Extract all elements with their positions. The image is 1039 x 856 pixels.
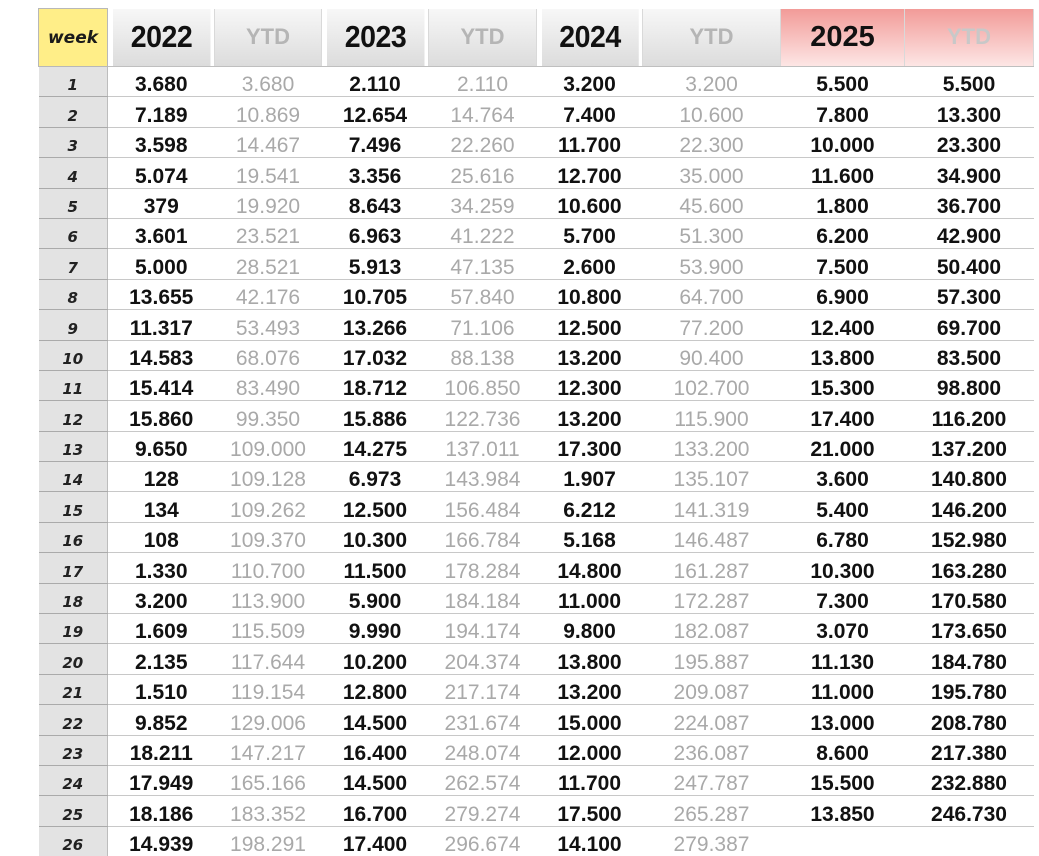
cell-ytd-2025[interactable]: 152.980 bbox=[905, 522, 1034, 552]
header-week[interactable]: week bbox=[39, 9, 108, 67]
cell-ytd-2022[interactable]: 198.291 bbox=[215, 826, 322, 856]
cell-ytd-2025[interactable]: 217.380 bbox=[905, 735, 1034, 765]
header-row bbox=[39, 9, 1034, 67]
cell-2024[interactable]: 10.600 bbox=[537, 188, 643, 218]
cell-ytd-2024[interactable]: 195.887 bbox=[643, 644, 781, 674]
cell-ytd-2022[interactable]: 14.467 bbox=[215, 127, 322, 157]
cell-week[interactable]: 2 bbox=[39, 97, 108, 127]
cell-2024[interactable]: 11.700 bbox=[537, 127, 643, 157]
cell-2022[interactable]: 9.852 bbox=[108, 705, 215, 735]
cell-ytd-2022[interactable]: 23.521 bbox=[215, 218, 322, 248]
cell-ytd-2024[interactable]: 45.600 bbox=[643, 188, 781, 218]
cell-2025[interactable]: 13.800 bbox=[781, 340, 905, 370]
cell-2022[interactable]: 17.949 bbox=[108, 765, 215, 795]
cell-2023[interactable]: 3.356 bbox=[322, 158, 429, 188]
cell-ytd-2025[interactable]: 140.800 bbox=[905, 462, 1034, 492]
cell-2025[interactable]: 8.600 bbox=[781, 735, 905, 765]
cell-ytd-2025[interactable]: 170.580 bbox=[905, 583, 1034, 613]
cell-2025[interactable]: 21.000 bbox=[781, 431, 905, 461]
cell-2024[interactable]: 12.300 bbox=[537, 370, 643, 400]
cell-2023[interactable]: 11.500 bbox=[322, 553, 429, 583]
cell-2025[interactable]: 6.200 bbox=[781, 218, 905, 248]
cell-2023[interactable]: 16.700 bbox=[322, 796, 429, 826]
cell-2024[interactable]: 3.200 bbox=[537, 67, 643, 97]
cell-2025[interactable]: 6.900 bbox=[781, 279, 905, 309]
table-row bbox=[39, 158, 1034, 188]
header-ytd-2022[interactable]: YTD bbox=[215, 9, 322, 67]
cell-ytd-2024[interactable]: 77.200 bbox=[643, 310, 781, 340]
cell-week[interactable]: 12 bbox=[39, 401, 108, 431]
cell-week[interactable]: 24 bbox=[39, 765, 108, 795]
cell-ytd-2025[interactable]: 23.300 bbox=[905, 127, 1034, 157]
cell-2023[interactable]: 12.654 bbox=[322, 97, 429, 127]
cell-2024[interactable]: 13.200 bbox=[537, 340, 643, 370]
cell-ytd-2025[interactable]: 232.880 bbox=[905, 765, 1034, 795]
cell-2023[interactable]: 8.643 bbox=[322, 188, 429, 218]
cell-2025[interactable]: 5.400 bbox=[781, 492, 905, 522]
cell-ytd-2025[interactable]: 57.300 bbox=[905, 279, 1034, 309]
header-ytd-2024[interactable]: YTD bbox=[643, 9, 781, 67]
cell-2022[interactable]: 5.074 bbox=[108, 158, 215, 188]
cell-week[interactable]: 14 bbox=[39, 462, 108, 492]
cell-2022[interactable]: 14.583 bbox=[108, 340, 215, 370]
cell-2024[interactable]: 14.800 bbox=[537, 553, 643, 583]
cell-ytd-2023[interactable]: 262.574 bbox=[429, 765, 537, 795]
cell-2024[interactable]: 13.800 bbox=[537, 644, 643, 674]
table-row bbox=[39, 370, 1034, 400]
table-row bbox=[39, 127, 1034, 157]
cell-2025[interactable] bbox=[781, 826, 905, 856]
cell-week[interactable]: 7 bbox=[39, 249, 108, 279]
cell-ytd-2022[interactable]: 99.350 bbox=[215, 401, 322, 431]
cell-ytd-2024[interactable]: 90.400 bbox=[643, 340, 781, 370]
cell-2025[interactable]: 17.400 bbox=[781, 401, 905, 431]
cell-2024[interactable]: 10.800 bbox=[537, 279, 643, 309]
cell-ytd-2023[interactable]: 217.174 bbox=[429, 674, 537, 704]
cell-2025[interactable]: 12.400 bbox=[781, 310, 905, 340]
cell-2023[interactable]: 14.500 bbox=[322, 765, 429, 795]
cell-2025[interactable]: 15.500 bbox=[781, 765, 905, 795]
cell-ytd-2024[interactable]: 146.487 bbox=[643, 522, 781, 552]
cell-ytd-2023[interactable]: 88.138 bbox=[429, 340, 537, 370]
cell-ytd-2024[interactable]: 64.700 bbox=[643, 279, 781, 309]
cell-ytd-2023[interactable]: 166.784 bbox=[429, 522, 537, 552]
table-body bbox=[39, 67, 1034, 856]
cell-2024[interactable]: 11.700 bbox=[537, 765, 643, 795]
cell-2023[interactable]: 12.800 bbox=[322, 674, 429, 704]
table-row bbox=[39, 674, 1034, 704]
cell-ytd-2025[interactable]: 246.730 bbox=[905, 796, 1034, 826]
cell-2022[interactable]: 13.655 bbox=[108, 279, 215, 309]
cell-2025[interactable]: 3.600 bbox=[781, 462, 905, 492]
table-row bbox=[39, 522, 1034, 552]
cell-2023[interactable]: 14.500 bbox=[322, 705, 429, 735]
cell-ytd-2025[interactable]: 69.700 bbox=[905, 310, 1034, 340]
cell-ytd-2023[interactable]: 184.184 bbox=[429, 583, 537, 613]
cell-ytd-2024[interactable]: 102.700 bbox=[643, 370, 781, 400]
cell-2025[interactable]: 7.800 bbox=[781, 97, 905, 127]
cell-2025[interactable]: 15.300 bbox=[781, 370, 905, 400]
cell-ytd-2025[interactable]: 83.500 bbox=[905, 340, 1034, 370]
cell-2024[interactable]: 2.600 bbox=[537, 249, 643, 279]
cell-week[interactable]: 23 bbox=[39, 735, 108, 765]
cell-ytd-2024[interactable]: 135.107 bbox=[643, 462, 781, 492]
cell-ytd-2024[interactable]: 236.087 bbox=[643, 735, 781, 765]
cell-ytd-2022[interactable]: 113.900 bbox=[215, 583, 322, 613]
table-row bbox=[39, 97, 1034, 127]
cell-2025[interactable]: 1.800 bbox=[781, 188, 905, 218]
cell-2022[interactable]: 2.135 bbox=[108, 644, 215, 674]
cell-ytd-2022[interactable]: 110.700 bbox=[215, 553, 322, 583]
cell-ytd-2022[interactable]: 109.128 bbox=[215, 462, 322, 492]
cell-2024[interactable]: 17.500 bbox=[537, 796, 643, 826]
cell-ytd-2025[interactable]: 208.780 bbox=[905, 705, 1034, 735]
cell-2022[interactable]: 3.200 bbox=[108, 583, 215, 613]
cell-2023[interactable]: 9.990 bbox=[322, 614, 429, 644]
table-row bbox=[39, 735, 1034, 765]
cell-ytd-2023[interactable]: 156.484 bbox=[429, 492, 537, 522]
cell-ytd-2023[interactable]: 248.074 bbox=[429, 735, 537, 765]
cell-ytd-2025[interactable]: 184.780 bbox=[905, 644, 1034, 674]
table-row bbox=[39, 249, 1034, 279]
cell-ytd-2023[interactable]: 34.259 bbox=[429, 188, 537, 218]
cell-2025[interactable]: 7.300 bbox=[781, 583, 905, 613]
cell-2023[interactable]: 10.300 bbox=[322, 522, 429, 552]
cell-ytd-2022[interactable]: 83.490 bbox=[215, 370, 322, 400]
table-row bbox=[39, 340, 1034, 370]
cell-2022[interactable]: 15.414 bbox=[108, 370, 215, 400]
cell-2022[interactable]: 128 bbox=[108, 462, 215, 492]
cell-ytd-2023[interactable]: 178.284 bbox=[429, 553, 537, 583]
table-row bbox=[39, 431, 1034, 461]
cell-2023[interactable]: 16.400 bbox=[322, 735, 429, 765]
cell-2025[interactable]: 5.500 bbox=[781, 67, 905, 97]
cell-ytd-2022[interactable]: 183.352 bbox=[215, 796, 322, 826]
cell-ytd-2024[interactable]: 141.319 bbox=[643, 492, 781, 522]
cell-ytd-2022[interactable]: 19.920 bbox=[215, 188, 322, 218]
cell-ytd-2022[interactable]: 42.176 bbox=[215, 279, 322, 309]
cell-week[interactable]: 19 bbox=[39, 614, 108, 644]
cell-ytd-2024[interactable]: 265.287 bbox=[643, 796, 781, 826]
cell-ytd-2024[interactable]: 51.300 bbox=[643, 218, 781, 248]
cell-ytd-2022[interactable]: 53.493 bbox=[215, 310, 322, 340]
cell-ytd-2025[interactable]: 137.200 bbox=[905, 431, 1034, 461]
table-row bbox=[39, 67, 1034, 97]
cell-ytd-2023[interactable]: 71.106 bbox=[429, 310, 537, 340]
cell-2023[interactable]: 17.032 bbox=[322, 340, 429, 370]
cell-2025[interactable]: 10.300 bbox=[781, 553, 905, 583]
cell-2022[interactable]: 11.317 bbox=[108, 310, 215, 340]
header-2024[interactable]: 2024 bbox=[541, 9, 639, 67]
cell-2022[interactable]: 1.330 bbox=[108, 553, 215, 583]
cell-week[interactable]: 18 bbox=[39, 583, 108, 613]
cell-ytd-2024[interactable]: 35.000 bbox=[643, 158, 781, 188]
cell-week[interactable]: 22 bbox=[39, 705, 108, 735]
cell-week[interactable]: 6 bbox=[39, 218, 108, 248]
cell-ytd-2022[interactable]: 19.541 bbox=[215, 158, 322, 188]
cell-ytd-2025[interactable]: 173.650 bbox=[905, 614, 1034, 644]
table-row bbox=[39, 492, 1034, 522]
cell-2024[interactable]: 14.100 bbox=[537, 826, 643, 856]
cell-ytd-2022[interactable]: 129.006 bbox=[215, 705, 322, 735]
cell-ytd-2022[interactable]: 165.166 bbox=[215, 765, 322, 795]
cell-ytd-2024[interactable]: 209.087 bbox=[643, 674, 781, 704]
cell-week[interactable]: 4 bbox=[39, 158, 108, 188]
cell-ytd-2022[interactable]: 28.521 bbox=[215, 249, 322, 279]
cell-2025[interactable]: 11.600 bbox=[781, 158, 905, 188]
cell-ytd-2022[interactable]: 109.262 bbox=[215, 492, 322, 522]
cell-2022[interactable]: 3.598 bbox=[108, 127, 215, 157]
cell-2025[interactable]: 11.130 bbox=[781, 644, 905, 674]
cell-week[interactable]: 8 bbox=[39, 279, 108, 309]
cell-ytd-2024[interactable]: 133.200 bbox=[643, 431, 781, 461]
table-row bbox=[39, 188, 1034, 218]
cell-2022[interactable]: 7.189 bbox=[108, 97, 215, 127]
cell-2023[interactable]: 2.110 bbox=[322, 67, 429, 97]
table-row bbox=[39, 310, 1034, 340]
cell-ytd-2024[interactable]: 182.087 bbox=[643, 614, 781, 644]
cell-ytd-2023[interactable]: 25.616 bbox=[429, 158, 537, 188]
cell-ytd-2024[interactable]: 53.900 bbox=[643, 249, 781, 279]
table-row bbox=[39, 279, 1034, 309]
cell-ytd-2022[interactable]: 109.370 bbox=[215, 522, 322, 552]
cell-2022[interactable]: 379 bbox=[108, 188, 215, 218]
cell-week[interactable]: 15 bbox=[39, 492, 108, 522]
cell-2025[interactable]: 11.000 bbox=[781, 674, 905, 704]
table-row bbox=[39, 553, 1034, 583]
cell-week[interactable]: 26 bbox=[39, 826, 108, 856]
cell-ytd-2022[interactable]: 115.509 bbox=[215, 614, 322, 644]
table-row bbox=[39, 826, 1034, 856]
cell-ytd-2022[interactable]: 68.076 bbox=[215, 340, 322, 370]
cell-week[interactable]: 1 bbox=[39, 67, 108, 97]
table-row bbox=[39, 401, 1034, 431]
sales-table-container bbox=[38, 8, 1033, 856]
cell-ytd-2023[interactable]: 57.840 bbox=[429, 279, 537, 309]
cell-ytd-2023[interactable]: 296.674 bbox=[429, 826, 537, 856]
cell-ytd-2023[interactable]: 143.984 bbox=[429, 462, 537, 492]
cell-ytd-2023[interactable]: 279.274 bbox=[429, 796, 537, 826]
cell-2023[interactable]: 14.275 bbox=[322, 431, 429, 461]
cell-ytd-2024[interactable]: 172.287 bbox=[643, 583, 781, 613]
cell-2023[interactable]: 10.705 bbox=[322, 279, 429, 309]
cell-2024[interactable]: 11.000 bbox=[537, 583, 643, 613]
cell-2025[interactable]: 13.000 bbox=[781, 705, 905, 735]
header-ytd-2025[interactable]: YTD bbox=[905, 9, 1034, 67]
cell-ytd-2023[interactable]: 14.764 bbox=[429, 97, 537, 127]
cell-ytd-2024[interactable]: 115.900 bbox=[643, 401, 781, 431]
header-ytd-2023[interactable]: YTD bbox=[429, 9, 537, 67]
cell-ytd-2025[interactable]: 13.300 bbox=[905, 97, 1034, 127]
header-2023[interactable]: 2023 bbox=[326, 9, 424, 67]
cell-2024[interactable]: 12.000 bbox=[537, 735, 643, 765]
table-row bbox=[39, 796, 1034, 826]
cell-week[interactable]: 16 bbox=[39, 522, 108, 552]
cell-2023[interactable]: 6.973 bbox=[322, 462, 429, 492]
cell-ytd-2023[interactable]: 194.174 bbox=[429, 614, 537, 644]
cell-2024[interactable]: 9.800 bbox=[537, 614, 643, 644]
cell-2022[interactable]: 1.609 bbox=[108, 614, 215, 644]
cell-ytd-2023[interactable]: 204.374 bbox=[429, 644, 537, 674]
cell-2023[interactable]: 15.886 bbox=[322, 401, 429, 431]
cell-ytd-2024[interactable]: 161.287 bbox=[643, 553, 781, 583]
cell-ytd-2022[interactable]: 117.644 bbox=[215, 644, 322, 674]
cell-2024[interactable]: 13.200 bbox=[537, 674, 643, 704]
cell-ytd-2025[interactable]: 50.400 bbox=[905, 249, 1034, 279]
cell-ytd-2022[interactable]: 147.217 bbox=[215, 735, 322, 765]
cell-ytd-2025[interactable]: 98.800 bbox=[905, 370, 1034, 400]
header-2025[interactable]: 2025 bbox=[781, 9, 905, 67]
weekly-sales-table bbox=[38, 8, 1034, 856]
cell-ytd-2025[interactable]: 36.700 bbox=[905, 188, 1034, 218]
cell-2022[interactable]: 5.000 bbox=[108, 249, 215, 279]
cell-2024[interactable]: 12.500 bbox=[537, 310, 643, 340]
cell-ytd-2023[interactable]: 41.222 bbox=[429, 218, 537, 248]
cell-2024[interactable]: 13.200 bbox=[537, 401, 643, 431]
cell-ytd-2024[interactable]: 224.087 bbox=[643, 705, 781, 735]
cell-2023[interactable]: 7.496 bbox=[322, 127, 429, 157]
table-row bbox=[39, 705, 1034, 735]
cell-2025[interactable]: 6.780 bbox=[781, 522, 905, 552]
cell-ytd-2024[interactable]: 3.200 bbox=[643, 67, 781, 97]
cell-2022[interactable]: 9.650 bbox=[108, 431, 215, 461]
cell-2024[interactable]: 5.168 bbox=[537, 522, 643, 552]
cell-ytd-2025[interactable]: 195.780 bbox=[905, 674, 1034, 704]
cell-week[interactable]: 11 bbox=[39, 370, 108, 400]
cell-2025[interactable]: 3.070 bbox=[781, 614, 905, 644]
table-row bbox=[39, 583, 1034, 613]
cell-week[interactable]: 3 bbox=[39, 127, 108, 157]
cell-2023[interactable]: 18.712 bbox=[322, 370, 429, 400]
cell-ytd-2023[interactable]: 22.260 bbox=[429, 127, 537, 157]
cell-week[interactable]: 20 bbox=[39, 644, 108, 674]
cell-week[interactable]: 5 bbox=[39, 188, 108, 218]
cell-2025[interactable]: 7.500 bbox=[781, 249, 905, 279]
cell-ytd-2025[interactable]: 42.900 bbox=[905, 218, 1034, 248]
cell-ytd-2024[interactable]: 279.387 bbox=[643, 826, 781, 856]
cell-2024[interactable]: 5.700 bbox=[537, 218, 643, 248]
cell-ytd-2022[interactable]: 10.869 bbox=[215, 97, 322, 127]
cell-week[interactable]: 25 bbox=[39, 796, 108, 826]
cell-2024[interactable]: 6.212 bbox=[537, 492, 643, 522]
cell-ytd-2025[interactable]: 5.500 bbox=[905, 67, 1034, 97]
cell-2024[interactable]: 12.700 bbox=[537, 158, 643, 188]
table-row bbox=[39, 644, 1034, 674]
cell-2024[interactable]: 1.907 bbox=[537, 462, 643, 492]
cell-2022[interactable]: 18.186 bbox=[108, 796, 215, 826]
header-2022[interactable]: 2022 bbox=[112, 9, 210, 67]
cell-2023[interactable]: 10.200 bbox=[322, 644, 429, 674]
cell-week[interactable]: 9 bbox=[39, 310, 108, 340]
cell-2022[interactable]: 18.211 bbox=[108, 735, 215, 765]
cell-2023[interactable]: 13.266 bbox=[322, 310, 429, 340]
cell-2023[interactable]: 17.400 bbox=[322, 826, 429, 856]
cell-ytd-2023[interactable]: 137.011 bbox=[429, 431, 537, 461]
table-row bbox=[39, 462, 1034, 492]
cell-2022[interactable]: 3.680 bbox=[108, 67, 215, 97]
cell-2022[interactable]: 108 bbox=[108, 522, 215, 552]
cell-week[interactable]: 21 bbox=[39, 674, 108, 704]
cell-2024[interactable]: 7.400 bbox=[537, 97, 643, 127]
cell-2024[interactable]: 17.300 bbox=[537, 431, 643, 461]
cell-2022[interactable]: 1.510 bbox=[108, 674, 215, 704]
cell-2025[interactable]: 13.850 bbox=[781, 796, 905, 826]
cell-2022[interactable]: 3.601 bbox=[108, 218, 215, 248]
cell-ytd-2025[interactable]: 116.200 bbox=[905, 401, 1034, 431]
cell-ytd-2025[interactable]: 163.280 bbox=[905, 553, 1034, 583]
cell-2023[interactable]: 5.913 bbox=[322, 249, 429, 279]
table-row bbox=[39, 614, 1034, 644]
cell-ytd-2025[interactable]: 146.200 bbox=[905, 492, 1034, 522]
cell-ytd-2024[interactable]: 22.300 bbox=[643, 127, 781, 157]
cell-ytd-2022[interactable]: 119.154 bbox=[215, 674, 322, 704]
cell-2025[interactable]: 10.000 bbox=[781, 127, 905, 157]
cell-2022[interactable]: 134 bbox=[108, 492, 215, 522]
table-row bbox=[39, 218, 1034, 248]
cell-ytd-2022[interactable]: 109.000 bbox=[215, 431, 322, 461]
cell-ytd-2025[interactable]: 34.900 bbox=[905, 158, 1034, 188]
table-row bbox=[39, 765, 1034, 795]
cell-ytd-2023[interactable]: 122.736 bbox=[429, 401, 537, 431]
cell-2022[interactable]: 14.939 bbox=[108, 826, 215, 856]
cell-2024[interactable]: 15.000 bbox=[537, 705, 643, 735]
cell-week[interactable]: 13 bbox=[39, 431, 108, 461]
cell-ytd-2022[interactable]: 3.680 bbox=[215, 67, 322, 97]
cell-ytd-2023[interactable]: 106.850 bbox=[429, 370, 537, 400]
cell-2023[interactable]: 12.500 bbox=[322, 492, 429, 522]
cell-ytd-2023[interactable]: 47.135 bbox=[429, 249, 537, 279]
cell-ytd-2024[interactable]: 247.787 bbox=[643, 765, 781, 795]
cell-ytd-2023[interactable]: 231.674 bbox=[429, 705, 537, 735]
cell-ytd-2023[interactable]: 2.110 bbox=[429, 67, 537, 97]
cell-2023[interactable]: 5.900 bbox=[322, 583, 429, 613]
cell-week[interactable]: 17 bbox=[39, 553, 108, 583]
cell-week[interactable]: 10 bbox=[39, 340, 108, 370]
cell-ytd-2025[interactable] bbox=[905, 826, 1034, 856]
cell-2023[interactable]: 6.963 bbox=[322, 218, 429, 248]
cell-2022[interactable]: 15.860 bbox=[108, 401, 215, 431]
cell-ytd-2024[interactable]: 10.600 bbox=[643, 97, 781, 127]
